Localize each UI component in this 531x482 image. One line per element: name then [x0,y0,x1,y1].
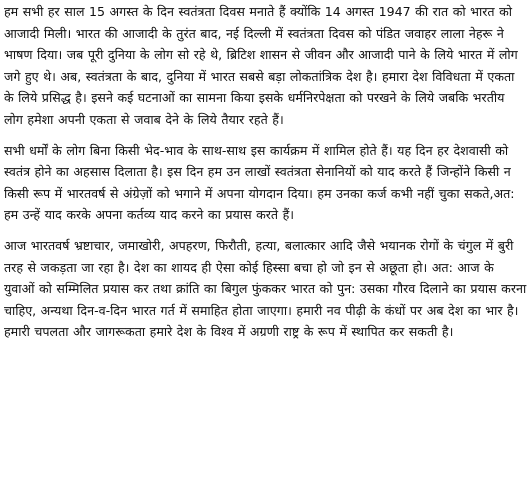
paragraph-independence-day: हम सभी हर साल 15 अगस्त के दिन स्वतंत्रता दिवस मनाते हैं क्योंकि 14 अगस्त 1947 की रात को भारत को आजादी मिली। भारत की आजादी के तुरंत बाद, नई दिल्ली में स्वतंत्रता दिवस को पंडित जवाहर लाला नेहरू ने भाषण दिया। जब पूरी दुनिया के लोग सो रहे थे, ब्रिटिश शासन से जीवन और आजादी पाने के लिये भारत में लोग जगे हुए थे। अब, स्वतंत्रता के बाद, दुनिया में भारत सबसे बड़ा लोकतांत्रिक देश है। हमारा देश विविधता में एकता के लिये प्रसिद्ध है। इसने कई घटनाओं का सामना किया इसके धर्मनिरपेक्षता को परखने के लिये जबकि भरतीय लोग हमेशा अपनी एकता से जवाब देने के लिये तैयार रहते हैं। [4,4,518,127]
paragraph-celebration: सभी धर्मों के लोग बिना किसी भेद-भाव के साथ-साथ इस कार्यक्रम में शामिल होते हैं। यह दिन हर देशवासी को स्वतंत्र होने का अहसास दिलाता है। इस दिन हम उन लाखों स्वतंत्रता सेनानियों को याद करते हैं जिन्होंने किसी न किसी रूप में भारतवर्ष से अंग्रेज़ों को भगाने में अपना योगदान दिया। हम उनका कर्ज कभी नहीं चुका सकते,अत: हम उन्हें याद करके अपना कर्तव्य याद करने का प्रयास करते हैं। [4,142,515,223]
paragraph-present-challenges: आज भारतवर्ष भ्रष्टाचार, जमाखोरी, अपहरण, फिरौती, हत्या, बलात्कार आदि जैसे भयानक रोगों के चंगुल में बुरी तरह से जकड़ता जा रहा है। देश का शायद ही ऐसा कोई हिस्सा बचा हो जो इन से अछूता हो। अत: आज के युवाओं को सम्मिलित प्रयास कर तथा क्रांति का बिगुल फुंककर भारत को पुन: उसका गौरव दिलाने का प्रयास करना चाहिए, अन्यथा दिन-व-दिन भारत गर्त में समाहित होता जाएगा। हमारी नव पीढ़ी के कंधों पर अब देश का भार है। हमारी चपलता और जागरूकता हमारे देश के विश्व में अग्रणी राष्ट्र के रूप में स्थापित कर सकती है। [4,237,527,340]
